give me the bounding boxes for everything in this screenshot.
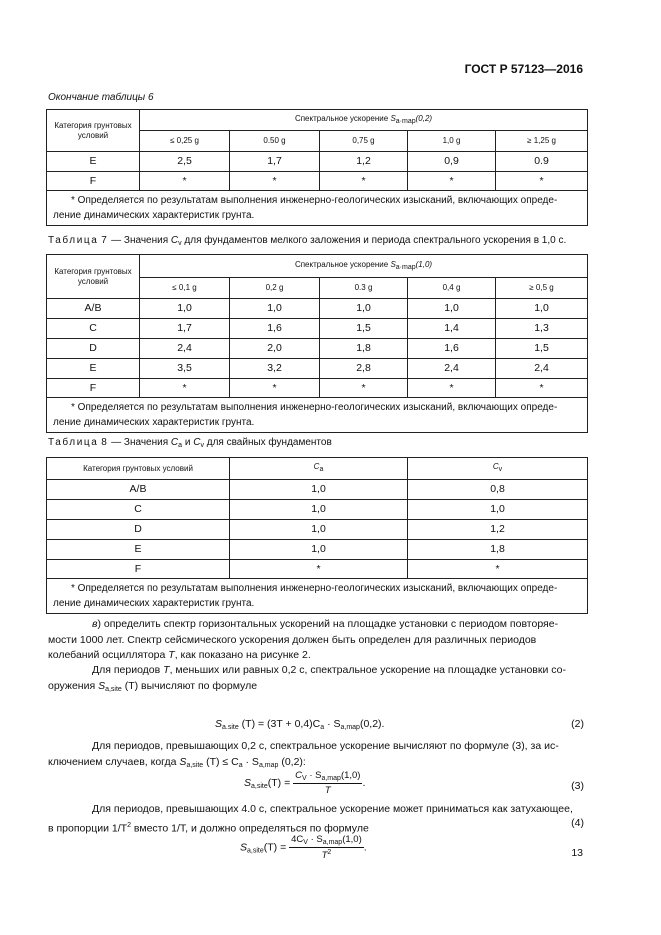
table7-cell: 3,2 (230, 359, 320, 379)
table8-cell: E (47, 540, 230, 560)
table7-cell: 1,0 (496, 299, 588, 319)
page-number: 13 (571, 847, 583, 859)
table7-cell: 1,6 (408, 339, 496, 359)
table8-cell: * (230, 560, 408, 579)
table8-col-cv: $C_v$ (408, 458, 588, 480)
table7-note: * Определяется по результатам выполнения инженерно-геологических изысканий, включающих опреде- ление динамических характеристик грунта. (47, 398, 588, 433)
formula-3-fraction: $\frac{C_V \cdot S_{a,map}(1,0)}{T}$ (295, 770, 361, 796)
table7-cell: * (496, 379, 588, 398)
table8-col-ca: $C_a$ (230, 458, 408, 480)
table6-col-header: 1,0 g (408, 131, 496, 152)
table-row (47, 480, 588, 500)
table6-cell: * (140, 172, 230, 191)
table8-cell: 1,0 (408, 500, 588, 520)
table7-cell: 2,4 (408, 359, 496, 379)
table7-cell: 2,4 (140, 339, 230, 359)
document-code: ГОСТ Р 57123—2016 (464, 62, 583, 76)
table8-cell: 1,2 (408, 520, 588, 540)
table-row (47, 379, 588, 398)
table8-cell: 1,0 (230, 480, 408, 500)
table7-cell: * (320, 379, 408, 398)
paragraph-periods-long: Для периодов, превышающих 4.0 с, спектральное ускорение может приниматься как затухающее, в пропорции $1/T^2$ вместо 1/T, и должно определяться по формуле (48, 803, 573, 835)
table6-corner-header: Категория грунтовых условий (47, 110, 140, 152)
table8-cell: A/B (47, 480, 230, 500)
table-row (47, 339, 588, 359)
table7-cell: 1,5 (320, 319, 408, 339)
table8-col-category: Категория грунтовых условий (47, 458, 230, 480)
formula-4: $S_{a,site}(T)$ = $\frac{4C_V \cdot S_{a,map}(1,0)}{T^2}$ . (240, 834, 367, 862)
table8-cell: * (408, 560, 588, 579)
table8 (46, 457, 588, 614)
table7-cell: 1,0 (230, 299, 320, 319)
table8-cell: 1,0 (230, 520, 408, 540)
table8-cell: 0,8 (408, 480, 588, 500)
table7-col-header: ≤ 0,1 g (140, 278, 230, 299)
table7-cell: 2,4 (496, 359, 588, 379)
table6-cell: * (230, 172, 320, 191)
table8-cell: 1,0 (230, 500, 408, 520)
table6-group-header: Спектральное ускорение $S_{a\cdot map}(0,2)$ (140, 110, 588, 131)
table7-cell: 1,5 (496, 339, 588, 359)
table6-cell: E (47, 152, 140, 172)
table7-cell: E (47, 359, 140, 379)
table6-col-header: ≤ 0,25 g (140, 131, 230, 152)
table6-caption: Окончание таблицы 6 (48, 92, 154, 103)
formula-2: $S_{a.site}$ $(T) = (3T + 0,4)C_a \cdot S_{a,map}(0,2)$. (215, 718, 385, 731)
table8-cell: D (47, 520, 230, 540)
table6 (46, 109, 588, 226)
table-row (47, 319, 588, 339)
table-row (47, 520, 588, 540)
table7-cell: 2,8 (320, 359, 408, 379)
table7-caption: Таблица 7 — Значения $C_v$ для фундаментов мелкого заложения и периода спектрального ускорения в 1,0 с. (48, 235, 567, 247)
paragraph-periods-over: Для периодов, превышающих 0,2 с, спектральное ускорение вычисляют по формуле (3), за ис- ключением случаев, когда $S_{a,site}$ $(T) \le C_a \cdot S_{a,map}$ (0,2): (48, 740, 559, 769)
table-row (47, 152, 588, 172)
table-row (47, 560, 588, 579)
table7-cell: 1,6 (230, 319, 320, 339)
formula-2-number: (2) (571, 718, 584, 730)
table7-cell: 3,5 (140, 359, 230, 379)
table7-cell: F (47, 379, 140, 398)
table6-cell: 1,2 (320, 152, 408, 172)
table-row (47, 359, 588, 379)
table8-cell: C (47, 500, 230, 520)
table-row (47, 540, 588, 560)
paragraph-e: в) определить спектр горизонтальных ускорений на площадке установки с периодом повторяе- мости 1000 лет. Спектр сейсмического ускорения должен быть определен для различных периодов колебаний осциллятора T, как показано на рисунке 2. (48, 618, 559, 662)
table6-col-header: ≥ 1,25 g (496, 131, 588, 152)
table8-cell: 1,8 (408, 540, 588, 560)
table7-cell: D (47, 339, 140, 359)
formula-4-number: (4) (571, 817, 584, 829)
table7-cell: 1,3 (496, 319, 588, 339)
table7-cell: 1,0 (140, 299, 230, 319)
table7-col-header: ≥ 0,5 g (496, 278, 588, 299)
table6-col-header: 0,75 g (320, 131, 408, 152)
table7 (46, 254, 588, 433)
table8-note: * Определяется по результатам выполнения инженерно-геологических изысканий, включающих опреде- ление динамических характеристик грунта. (47, 579, 588, 614)
table7-group-header: Спектральное ускорение $S_{a\cdot map}(1,0)$ (140, 255, 588, 278)
table-row (47, 299, 588, 319)
table6-cell: * (496, 172, 588, 191)
table7-cell: C (47, 319, 140, 339)
table7-cell: * (230, 379, 320, 398)
table6-note: * Определяется по результатам выполнения инженерно-геологических изысканий, включающих опреде- ление динамических характеристик грунта. (47, 191, 588, 226)
table6-cell: 0,9 (408, 152, 496, 172)
table7-corner-header: Категория грунтовых условий (47, 255, 140, 299)
table6-col-header: 0.50 g (230, 131, 320, 152)
table6-cell: F (47, 172, 140, 191)
table6-cell: 2,5 (140, 152, 230, 172)
table7-cell: 1,0 (408, 299, 496, 319)
table-row (47, 172, 588, 191)
table7-col-header: 0,4 g (408, 278, 496, 299)
table7-cell: 1,0 (320, 299, 408, 319)
formula-3: $S_{a,site}(T)$ = $\frac{C_V \cdot S_{a,map}(1,0)}{T}$ . (244, 770, 366, 796)
table8-cell: 1,0 (230, 540, 408, 560)
table7-cell: * (408, 379, 496, 398)
table7-cell: 2,0 (230, 339, 320, 359)
table7-col-header: 0.3 g (320, 278, 408, 299)
table6-cell: * (320, 172, 408, 191)
table8-caption: Таблица 8 — Значения $C_a$ и $C_v$ для свайных фундаментов (48, 437, 332, 449)
table7-cell: A/B (47, 299, 140, 319)
formula-3-number: (3) (571, 780, 584, 792)
table7-cell: 1,7 (140, 319, 230, 339)
table7-cell: 1,8 (320, 339, 408, 359)
table8-cell: F (47, 560, 230, 579)
table6-cell: 0.9 (496, 152, 588, 172)
table6-cell: * (408, 172, 496, 191)
formula-4-fraction: $\frac{4C_V \cdot S_{a,map}(1,0)}{T^2}$ (291, 834, 362, 862)
table7-cell: * (140, 379, 230, 398)
table7-col-header: 0,2 g (230, 278, 320, 299)
paragraph-periods-short: Для периодов T, меньших или равных 0,2 с, спектральное ускорение на площадке установки со- оружения $S_{a,site}$ (T) вычисляют по формуле (48, 664, 566, 693)
table6-cell: 1,7 (230, 152, 320, 172)
table7-cell: 1,4 (408, 319, 496, 339)
table-row (47, 500, 588, 520)
